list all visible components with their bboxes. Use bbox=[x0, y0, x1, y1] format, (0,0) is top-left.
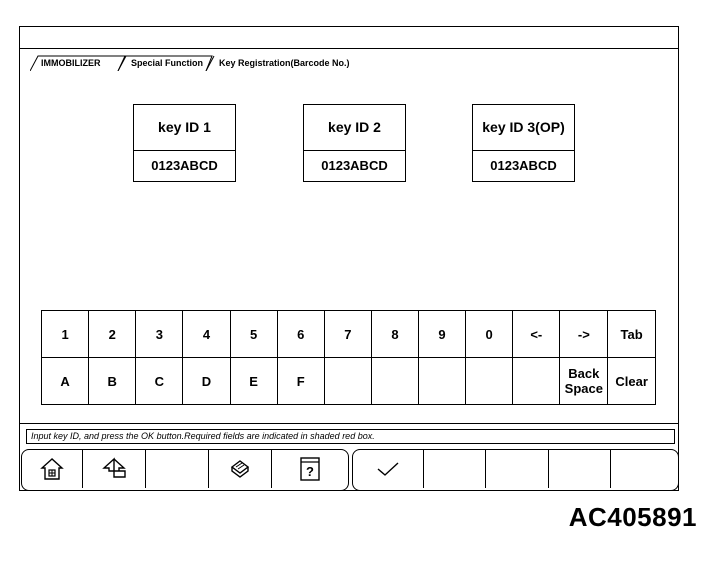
key-clear[interactable]: Clear bbox=[608, 358, 656, 405]
help-icon bbox=[299, 456, 321, 482]
key-id-3-value[interactable]: 0123ABCD bbox=[490, 158, 557, 173]
back-button[interactable] bbox=[83, 450, 146, 488]
key-6[interactable]: 6 bbox=[277, 311, 324, 358]
status-divider bbox=[19, 423, 679, 424]
toolbar-blank-button[interactable] bbox=[611, 450, 678, 488]
breadcrumb-key-registration: Key Registration(Barcode No.) bbox=[219, 58, 350, 68]
key-id-2-label: key ID 2 bbox=[304, 105, 405, 151]
key-blank[interactable] bbox=[513, 358, 560, 405]
title-divider bbox=[19, 48, 679, 49]
keypad-row-1 bbox=[42, 311, 656, 358]
key-id-2-box[interactable] bbox=[303, 104, 406, 182]
ok-check-icon bbox=[375, 460, 401, 478]
toolbar-blank-button[interactable] bbox=[146, 450, 209, 488]
toolbar-blank-button[interactable] bbox=[424, 450, 487, 488]
key-blank[interactable] bbox=[466, 358, 513, 405]
back-icon bbox=[100, 457, 128, 481]
print-icon bbox=[228, 457, 252, 481]
status-message: Input key ID, and press the OK button.Required fields are indicated in shaded red box. bbox=[26, 429, 675, 444]
key-backspace[interactable]: Back Space bbox=[560, 358, 608, 405]
key-blank[interactable] bbox=[371, 358, 418, 405]
figure-code: AC405891 bbox=[568, 502, 697, 532]
toolbar-blank-button[interactable] bbox=[549, 450, 612, 488]
key-id-2-value[interactable]: 0123ABCD bbox=[321, 158, 388, 173]
key-id-1-box[interactable] bbox=[133, 104, 236, 182]
key-blank[interactable] bbox=[324, 358, 371, 405]
key-id-3-box[interactable] bbox=[472, 104, 575, 182]
breadcrumb-special-function[interactable]: Special Function bbox=[131, 58, 204, 68]
toolbar-left bbox=[21, 449, 349, 491]
key-1[interactable]: 1 bbox=[42, 311, 89, 358]
key-7[interactable]: 7 bbox=[324, 311, 371, 358]
ok-button[interactable] bbox=[353, 450, 424, 488]
key-tab[interactable]: Tab bbox=[608, 311, 656, 358]
home-button[interactable] bbox=[22, 450, 83, 488]
key-id-1-label: key ID 1 bbox=[134, 105, 235, 151]
on-screen-keypad bbox=[41, 310, 656, 405]
keypad-row-2 bbox=[42, 358, 656, 405]
toolbar-right bbox=[352, 449, 679, 491]
key-blank[interactable] bbox=[418, 358, 465, 405]
window-frame bbox=[19, 26, 679, 491]
print-button[interactable] bbox=[209, 450, 272, 488]
key-e[interactable]: E bbox=[230, 358, 277, 405]
key-a[interactable]: A bbox=[42, 358, 89, 405]
key-id-3-label: key ID 3(OP) bbox=[473, 105, 574, 151]
key-8[interactable]: 8 bbox=[371, 311, 418, 358]
key-3[interactable]: 3 bbox=[136, 311, 183, 358]
help-button[interactable] bbox=[272, 450, 348, 488]
key-0[interactable]: 0 bbox=[466, 311, 513, 358]
breadcrumb-immobilizer[interactable]: IMMOBILIZER bbox=[41, 58, 101, 68]
key-b[interactable]: B bbox=[89, 358, 136, 405]
key-9[interactable]: 9 bbox=[418, 311, 465, 358]
key-4[interactable]: 4 bbox=[183, 311, 230, 358]
key-d[interactable]: D bbox=[183, 358, 230, 405]
home-icon bbox=[40, 457, 64, 481]
key-2[interactable]: 2 bbox=[89, 311, 136, 358]
key-c[interactable]: C bbox=[136, 358, 183, 405]
toolbar-blank-button[interactable] bbox=[486, 450, 549, 488]
key-5[interactable]: 5 bbox=[230, 311, 277, 358]
svg-text:?: ? bbox=[306, 464, 314, 479]
key-f[interactable]: F bbox=[277, 358, 324, 405]
key-cursor-right[interactable]: -> bbox=[560, 311, 608, 358]
key-cursor-left[interactable]: <- bbox=[513, 311, 560, 358]
key-id-1-value[interactable]: 0123ABCD bbox=[151, 158, 218, 173]
